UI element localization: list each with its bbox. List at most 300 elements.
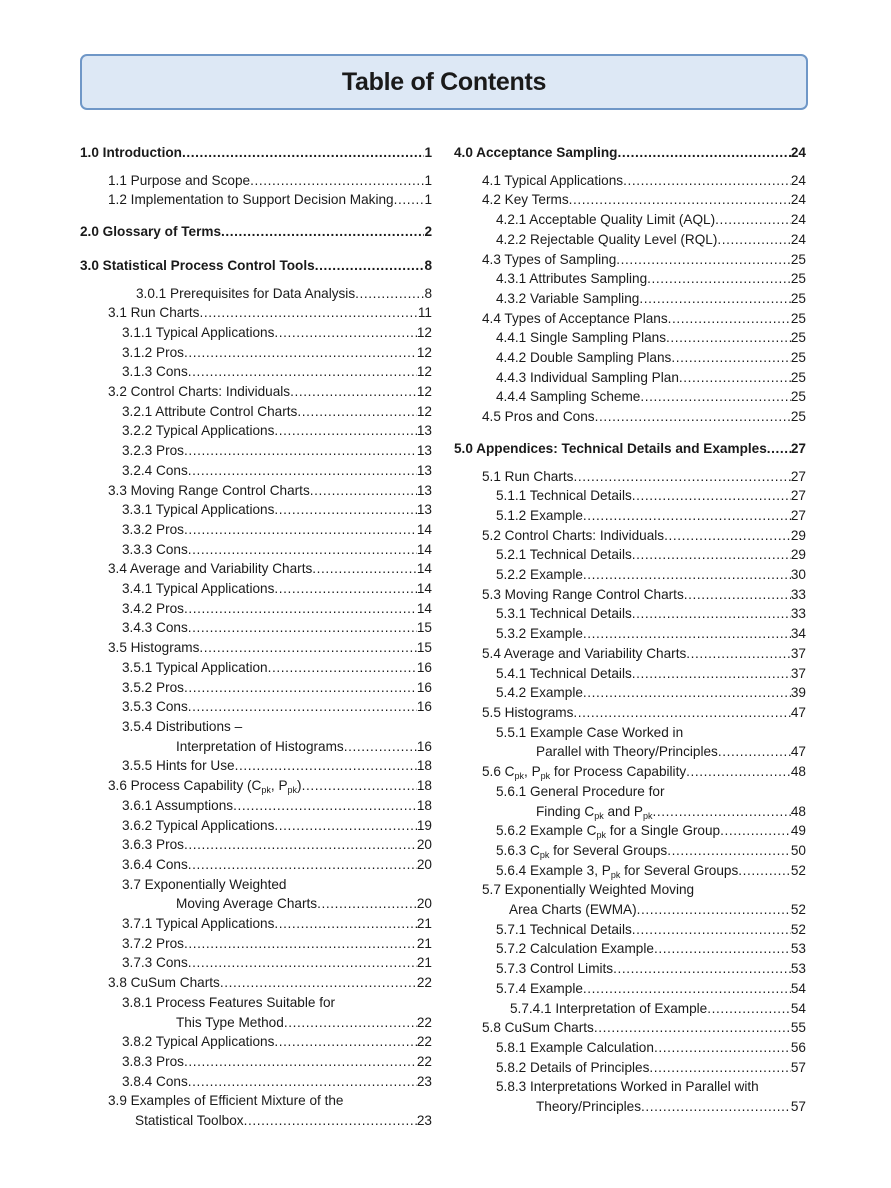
toc-section-heading[interactable] bbox=[454, 439, 806, 459]
toc-entry[interactable] bbox=[454, 979, 806, 999]
toc-entry[interactable] bbox=[454, 368, 806, 388]
toc-entry-label bbox=[482, 585, 684, 605]
dot-leader bbox=[199, 303, 417, 323]
page-number: 1 bbox=[424, 145, 432, 160]
toc-entry-heading-line bbox=[80, 993, 432, 1013]
page-number: 49 bbox=[790, 823, 806, 839]
toc-entry[interactable] bbox=[80, 382, 432, 402]
dot-leader bbox=[632, 604, 791, 624]
toc-entry[interactable] bbox=[80, 796, 432, 816]
toc-entry[interactable] bbox=[80, 1013, 432, 1033]
toc-entry[interactable] bbox=[80, 1052, 432, 1072]
dot-leader bbox=[649, 1058, 790, 1078]
toc-entry[interactable] bbox=[80, 579, 432, 599]
toc-entry-label bbox=[122, 421, 274, 441]
page-number: 20 bbox=[416, 856, 432, 872]
dot-leader bbox=[583, 565, 791, 585]
label-text: 4.4.3 Individual Sampling Plan bbox=[496, 369, 679, 385]
dot-leader bbox=[220, 973, 417, 993]
subscript: pk bbox=[514, 771, 525, 782]
toc-entry[interactable] bbox=[80, 697, 432, 717]
page-number: 18 bbox=[416, 778, 432, 794]
toc-entry-label bbox=[496, 624, 583, 644]
page-number: 48 bbox=[790, 803, 806, 819]
dot-leader bbox=[184, 441, 417, 461]
toc-entry[interactable] bbox=[454, 742, 806, 762]
page-number: 24 bbox=[790, 192, 806, 208]
toc-entry[interactable] bbox=[454, 703, 806, 723]
toc-entry[interactable] bbox=[454, 585, 806, 605]
label-text: 5.1.2 Example bbox=[496, 507, 583, 523]
toc-entry-label bbox=[176, 737, 344, 757]
page-number: 12 bbox=[416, 403, 432, 419]
dot-leader bbox=[188, 855, 417, 875]
label-text: Statistical Toolbox bbox=[135, 1113, 244, 1129]
toc-entry[interactable] bbox=[80, 190, 432, 210]
toc-entry[interactable] bbox=[454, 1038, 806, 1058]
dot-leader bbox=[184, 678, 417, 698]
toc-entry[interactable] bbox=[80, 171, 432, 191]
page-number: 14 bbox=[416, 541, 432, 557]
label-text: 3.2.3 Pros bbox=[122, 443, 184, 459]
toc-entry[interactable] bbox=[80, 1072, 432, 1092]
toc-entry[interactable] bbox=[454, 821, 806, 841]
label-text: 3.8.3 Pros bbox=[122, 1053, 184, 1069]
toc-entry-label bbox=[496, 486, 632, 506]
toc-entry[interactable] bbox=[80, 855, 432, 875]
page-number: 14 bbox=[416, 600, 432, 616]
page-number: 29 bbox=[790, 547, 806, 563]
toc-entry-label bbox=[536, 742, 718, 762]
label-text: 4.2.1 Acceptable Quality Limit (AQL) bbox=[496, 212, 716, 228]
dot-leader bbox=[188, 362, 417, 382]
toc-entry-label bbox=[108, 190, 394, 210]
label-text: 3.4 Average and Variability Charts bbox=[108, 561, 313, 577]
toc-entry[interactable] bbox=[454, 210, 806, 230]
toc-entry[interactable] bbox=[454, 644, 806, 664]
toc-entry[interactable] bbox=[80, 402, 432, 422]
toc-entry[interactable] bbox=[454, 1058, 806, 1078]
toc-entry-label: 5.7 Exponentially Weighted Moving bbox=[482, 882, 695, 898]
label-text: 3.1.3 Cons bbox=[122, 364, 188, 380]
toc-entry-label bbox=[482, 526, 664, 546]
label-text: 3.1 Run Charts bbox=[108, 305, 200, 321]
toc-entry[interactable] bbox=[80, 737, 432, 757]
dot-leader bbox=[312, 559, 417, 579]
dot-leader bbox=[274, 914, 416, 934]
toc-entry[interactable] bbox=[454, 900, 806, 920]
toc-entry-label bbox=[122, 343, 184, 363]
label-text: 5.8.1 Example Calculation bbox=[496, 1039, 654, 1055]
toc-entry[interactable] bbox=[80, 559, 432, 579]
toc-entry-label bbox=[496, 604, 632, 624]
dot-leader bbox=[569, 190, 791, 210]
toc-entry-label bbox=[122, 1072, 188, 1092]
label-text: 4.3 Types of Sampling bbox=[482, 251, 617, 267]
page-number: 19 bbox=[416, 817, 432, 833]
dot-leader bbox=[233, 796, 417, 816]
toc-entry-label bbox=[122, 500, 274, 520]
label-text: 5.3.1 Technical Details bbox=[496, 606, 632, 622]
toc-entry-label bbox=[509, 900, 637, 920]
toc-entry-label bbox=[122, 323, 274, 343]
page-number: 39 bbox=[790, 685, 806, 701]
label-text: 5.7.1 Technical Details bbox=[496, 921, 632, 937]
subscript: pk bbox=[539, 849, 550, 860]
dot-leader bbox=[632, 486, 791, 506]
label-text: 4.4.1 Single Sampling Plans bbox=[496, 330, 667, 346]
label-text: 4.4.2 Double Sampling Plans bbox=[496, 350, 672, 366]
toc-entry-label bbox=[80, 222, 221, 242]
toc-entry[interactable] bbox=[454, 841, 806, 861]
dot-leader bbox=[284, 1013, 417, 1033]
label-text: 3.2 Control Charts: Individuals bbox=[108, 384, 291, 400]
toc-entry[interactable] bbox=[454, 624, 806, 644]
dot-leader bbox=[274, 500, 416, 520]
label-text: 3.2.1 Attribute Control Charts bbox=[122, 403, 298, 419]
toc-entry-label bbox=[482, 762, 686, 782]
toc-entry[interactable] bbox=[454, 467, 806, 487]
toc-entry[interactable] bbox=[454, 309, 806, 329]
toc-entry[interactable] bbox=[80, 914, 432, 934]
page-number: 20 bbox=[416, 896, 432, 912]
dot-leader bbox=[679, 368, 791, 388]
toc-entry[interactable] bbox=[80, 776, 432, 796]
label-text: 3.0 Statistical Process Control Tools bbox=[80, 257, 315, 273]
toc-entry[interactable] bbox=[454, 387, 806, 407]
dot-leader bbox=[290, 382, 417, 402]
dot-leader bbox=[184, 1052, 417, 1072]
toc-entry[interactable] bbox=[454, 1018, 806, 1038]
toc-entry-label bbox=[108, 171, 250, 191]
toc-entry[interactable] bbox=[454, 802, 806, 822]
dot-leader bbox=[653, 802, 791, 822]
dot-leader bbox=[613, 959, 791, 979]
subscript: pk bbox=[596, 830, 607, 841]
toc-entry[interactable] bbox=[454, 289, 806, 309]
dot-leader bbox=[274, 1032, 416, 1052]
page-number: 23 bbox=[416, 1073, 432, 1089]
page-number: 11 bbox=[417, 305, 432, 321]
toc-entry-label bbox=[496, 979, 583, 999]
dot-leader bbox=[668, 309, 791, 329]
dot-leader bbox=[573, 703, 790, 723]
toc-entry[interactable] bbox=[80, 500, 432, 520]
toc-entry[interactable] bbox=[80, 894, 432, 914]
page-number: 25 bbox=[790, 290, 806, 306]
label-text: , P bbox=[524, 764, 541, 780]
toc-entry[interactable] bbox=[80, 1111, 432, 1131]
dot-leader bbox=[573, 467, 790, 487]
page-number: 16 bbox=[416, 738, 432, 754]
toc-entry[interactable] bbox=[454, 545, 806, 565]
page-number: 16 bbox=[416, 679, 432, 695]
toc-entry[interactable] bbox=[454, 861, 806, 881]
toc-entry[interactable] bbox=[80, 756, 432, 776]
page-number: 52 bbox=[790, 902, 806, 918]
toc-entry[interactable] bbox=[454, 604, 806, 624]
dot-leader bbox=[235, 756, 417, 776]
page-number: 1 bbox=[424, 172, 432, 188]
label-text: 3.3.2 Pros bbox=[122, 521, 184, 537]
label-text: 3.7.1 Typical Applications bbox=[122, 916, 275, 932]
dot-leader bbox=[274, 579, 416, 599]
toc-entry[interactable] bbox=[80, 441, 432, 461]
toc-entry-label bbox=[496, 683, 583, 703]
toc-entry[interactable] bbox=[80, 284, 432, 304]
toc-entry[interactable] bbox=[454, 269, 806, 289]
toc-entry-label bbox=[80, 256, 315, 276]
toc-entry-label bbox=[135, 1111, 244, 1131]
label-text: 3.5.2 Pros bbox=[122, 679, 184, 695]
page-number: 20 bbox=[416, 837, 432, 853]
page-number: 15 bbox=[416, 620, 432, 636]
label-text: 1.2 Implementation to Support Decision Making bbox=[108, 192, 394, 208]
label-text: 3.8 CuSum Charts bbox=[108, 975, 220, 991]
dot-leader bbox=[715, 210, 791, 230]
toc-entry[interactable] bbox=[80, 362, 432, 382]
toc-entry-label bbox=[122, 697, 188, 717]
label-text: 4.2.2 Rejectable Quality Level (RQL) bbox=[496, 231, 718, 247]
toc-entry-label: 5.6.1 General Procedure for bbox=[496, 783, 665, 799]
toc-entry-label bbox=[482, 190, 569, 210]
page-number: 2 bbox=[424, 224, 432, 240]
toc-entry-label bbox=[482, 407, 595, 427]
dot-leader bbox=[654, 939, 791, 959]
toc-entry[interactable] bbox=[80, 934, 432, 954]
toc-entry-label bbox=[108, 776, 302, 796]
toc-entry[interactable] bbox=[454, 171, 806, 191]
dot-leader bbox=[720, 821, 791, 841]
toc-entry[interactable] bbox=[454, 664, 806, 684]
toc-entry-label: 3.5.4 Distributions – bbox=[122, 718, 243, 734]
dot-leader bbox=[632, 545, 791, 565]
toc-entry-label bbox=[496, 861, 738, 881]
label-text: 3.6 Process Capability (C bbox=[108, 778, 262, 794]
dot-leader bbox=[583, 979, 791, 999]
toc-entry[interactable] bbox=[454, 190, 806, 210]
label-text: 3.4.3 Cons bbox=[122, 620, 188, 636]
label-text: 3.4.2 Pros bbox=[122, 600, 184, 616]
dot-leader bbox=[717, 230, 790, 250]
toc-entry[interactable] bbox=[454, 565, 806, 585]
toc-entry[interactable] bbox=[80, 461, 432, 481]
label-text: 3.3.1 Typical Applications bbox=[122, 502, 275, 518]
toc-entry[interactable] bbox=[80, 973, 432, 993]
label-text: 3.5.3 Cons bbox=[122, 699, 188, 715]
toc-entry[interactable] bbox=[80, 638, 432, 658]
dot-leader bbox=[310, 481, 417, 501]
toc-entry[interactable] bbox=[454, 230, 806, 250]
dot-leader bbox=[188, 697, 417, 717]
dot-leader bbox=[583, 683, 791, 703]
toc-entry[interactable] bbox=[454, 762, 806, 782]
toc-entry-label bbox=[482, 250, 616, 270]
toc-entry-label bbox=[80, 143, 182, 163]
dot-leader bbox=[244, 1111, 417, 1131]
subscript: pk bbox=[643, 810, 653, 821]
toc-column-left bbox=[80, 143, 432, 1131]
dot-leader bbox=[647, 269, 791, 289]
page-number: 37 bbox=[790, 665, 806, 681]
toc-entry-label bbox=[496, 289, 639, 309]
toc-entry[interactable] bbox=[454, 486, 806, 506]
page-number: 24 bbox=[790, 172, 806, 188]
page-number: 13 bbox=[416, 482, 432, 498]
toc-entry-label bbox=[122, 1032, 274, 1052]
page-number: 22 bbox=[416, 1034, 432, 1050]
toc-entry-label bbox=[482, 644, 686, 664]
label-text: This Type Method bbox=[176, 1014, 284, 1030]
toc-section-heading[interactable] bbox=[80, 222, 432, 242]
toc-entry[interactable] bbox=[80, 678, 432, 698]
page-number: 27 bbox=[790, 507, 806, 523]
toc-entry-label bbox=[122, 816, 274, 836]
toc-entry[interactable] bbox=[454, 939, 806, 959]
dot-leader bbox=[221, 222, 424, 242]
dot-leader bbox=[274, 323, 416, 343]
toc-entry-label bbox=[122, 835, 184, 855]
toc-entry[interactable] bbox=[80, 658, 432, 678]
toc-entry-heading-line bbox=[80, 875, 432, 895]
label-text: 3.8.4 Cons bbox=[122, 1073, 188, 1089]
toc-entry-label bbox=[496, 841, 667, 861]
toc-entry[interactable] bbox=[80, 953, 432, 973]
dot-leader bbox=[686, 644, 791, 664]
toc-entry[interactable] bbox=[80, 520, 432, 540]
page-number: 13 bbox=[416, 502, 432, 518]
toc-entry[interactable] bbox=[454, 407, 806, 427]
label-text: 5.5 Histograms bbox=[482, 704, 574, 720]
toc-entry-label bbox=[482, 309, 668, 329]
toc-entry-label bbox=[122, 599, 184, 619]
toc-entry[interactable] bbox=[80, 343, 432, 363]
dot-leader bbox=[738, 861, 791, 881]
dot-leader bbox=[666, 328, 791, 348]
toc-entry[interactable] bbox=[454, 348, 806, 368]
toc-entry-label bbox=[176, 894, 317, 914]
label-text: 5.4 Average and Variability Charts bbox=[482, 645, 687, 661]
toc-entry[interactable] bbox=[454, 920, 806, 940]
toc-entry-heading-line bbox=[80, 717, 432, 737]
toc-entry-label bbox=[108, 481, 310, 501]
toc-entry-label bbox=[176, 1013, 284, 1033]
toc-entry-label bbox=[496, 565, 583, 585]
toc-entry[interactable] bbox=[80, 599, 432, 619]
toc-entry-label bbox=[122, 756, 235, 776]
toc-entry[interactable] bbox=[80, 481, 432, 501]
page-number: 30 bbox=[790, 567, 806, 583]
label-text: 5.6.3 C bbox=[496, 842, 540, 858]
page-number: 24 bbox=[790, 145, 806, 160]
label-text: 5.3 Moving Range Control Charts bbox=[482, 586, 684, 602]
page-number: 27 bbox=[790, 468, 806, 484]
toc-entry[interactable] bbox=[80, 323, 432, 343]
toc-entry-heading-line bbox=[454, 782, 806, 802]
dot-leader bbox=[617, 143, 790, 163]
toc-entry-label bbox=[510, 999, 707, 1019]
toc-entry[interactable] bbox=[80, 618, 432, 638]
toc-entry-label bbox=[454, 143, 617, 163]
label-text: 3.5.5 Hints for Use bbox=[122, 758, 235, 774]
label-text: 5.7.4.1 Interpretation of Example bbox=[510, 1000, 708, 1016]
page-number: 22 bbox=[416, 1014, 432, 1030]
toc-entry-label bbox=[122, 618, 188, 638]
toc-entry-label bbox=[496, 230, 717, 250]
page-number: 25 bbox=[790, 409, 806, 425]
toc-entry-label bbox=[122, 362, 188, 382]
toc-entry-label bbox=[496, 664, 632, 684]
toc-entry[interactable] bbox=[454, 506, 806, 526]
label-text: 3.2.4 Cons bbox=[122, 462, 188, 478]
toc-entry-label bbox=[108, 559, 312, 579]
toc-entry[interactable] bbox=[454, 683, 806, 703]
dot-leader bbox=[664, 526, 791, 546]
toc-entry[interactable] bbox=[80, 816, 432, 836]
title-banner bbox=[80, 54, 808, 110]
dot-leader bbox=[184, 934, 417, 954]
toc-entry[interactable] bbox=[454, 526, 806, 546]
dot-leader bbox=[199, 638, 416, 658]
toc-entry-label bbox=[122, 658, 268, 678]
toc-entry[interactable] bbox=[454, 999, 806, 1019]
toc-entry[interactable] bbox=[80, 421, 432, 441]
page-number: 33 bbox=[790, 586, 806, 602]
toc-entry[interactable] bbox=[454, 959, 806, 979]
toc-entry-label bbox=[496, 821, 720, 841]
toc-section-heading[interactable] bbox=[80, 143, 432, 163]
toc-entry-label bbox=[108, 638, 199, 658]
dot-leader bbox=[632, 920, 791, 940]
label-text: 5.2.2 Example bbox=[496, 567, 583, 583]
label-text: 3.6.2 Typical Applications bbox=[122, 817, 275, 833]
page-number: 25 bbox=[790, 350, 806, 366]
toc-entry[interactable] bbox=[80, 303, 432, 323]
label-text: Parallel with Theory/Principles bbox=[536, 744, 718, 760]
dot-leader bbox=[184, 520, 417, 540]
page-number: 25 bbox=[790, 251, 806, 267]
toc-section-heading[interactable] bbox=[454, 143, 806, 163]
dot-leader bbox=[686, 762, 791, 782]
toc-entry[interactable] bbox=[80, 835, 432, 855]
page-number: 57 bbox=[790, 1099, 806, 1115]
page-number: 8 bbox=[424, 285, 432, 301]
label-text: 3.2.2 Typical Applications bbox=[122, 423, 275, 439]
toc-entry[interactable] bbox=[454, 1097, 806, 1117]
toc-section-heading[interactable] bbox=[80, 256, 432, 276]
toc-entry[interactable] bbox=[80, 540, 432, 560]
page-number: 25 bbox=[790, 389, 806, 405]
label-text: for Process Capability bbox=[550, 764, 687, 780]
toc-entry[interactable] bbox=[80, 1032, 432, 1052]
dot-leader bbox=[641, 1097, 791, 1117]
label-text: 3.1.2 Pros bbox=[122, 344, 184, 360]
dot-leader bbox=[637, 900, 791, 920]
toc-entry-label bbox=[122, 855, 188, 875]
toc-entry-label bbox=[122, 402, 297, 422]
label-text: 5.2.1 Technical Details bbox=[496, 547, 632, 563]
dot-leader bbox=[595, 407, 791, 427]
toc-entry[interactable] bbox=[454, 250, 806, 270]
label-text: 5.7.2 Calculation Example bbox=[496, 941, 654, 957]
label-text: 4.3.1 Attributes Sampling bbox=[496, 271, 648, 287]
toc-entry[interactable] bbox=[454, 328, 806, 348]
page-number: 48 bbox=[790, 764, 806, 780]
dot-leader bbox=[184, 343, 417, 363]
label-text: 3.3 Moving Range Control Charts bbox=[108, 482, 310, 498]
page-number: 33 bbox=[790, 606, 806, 622]
toc-entry-label bbox=[536, 1097, 641, 1117]
